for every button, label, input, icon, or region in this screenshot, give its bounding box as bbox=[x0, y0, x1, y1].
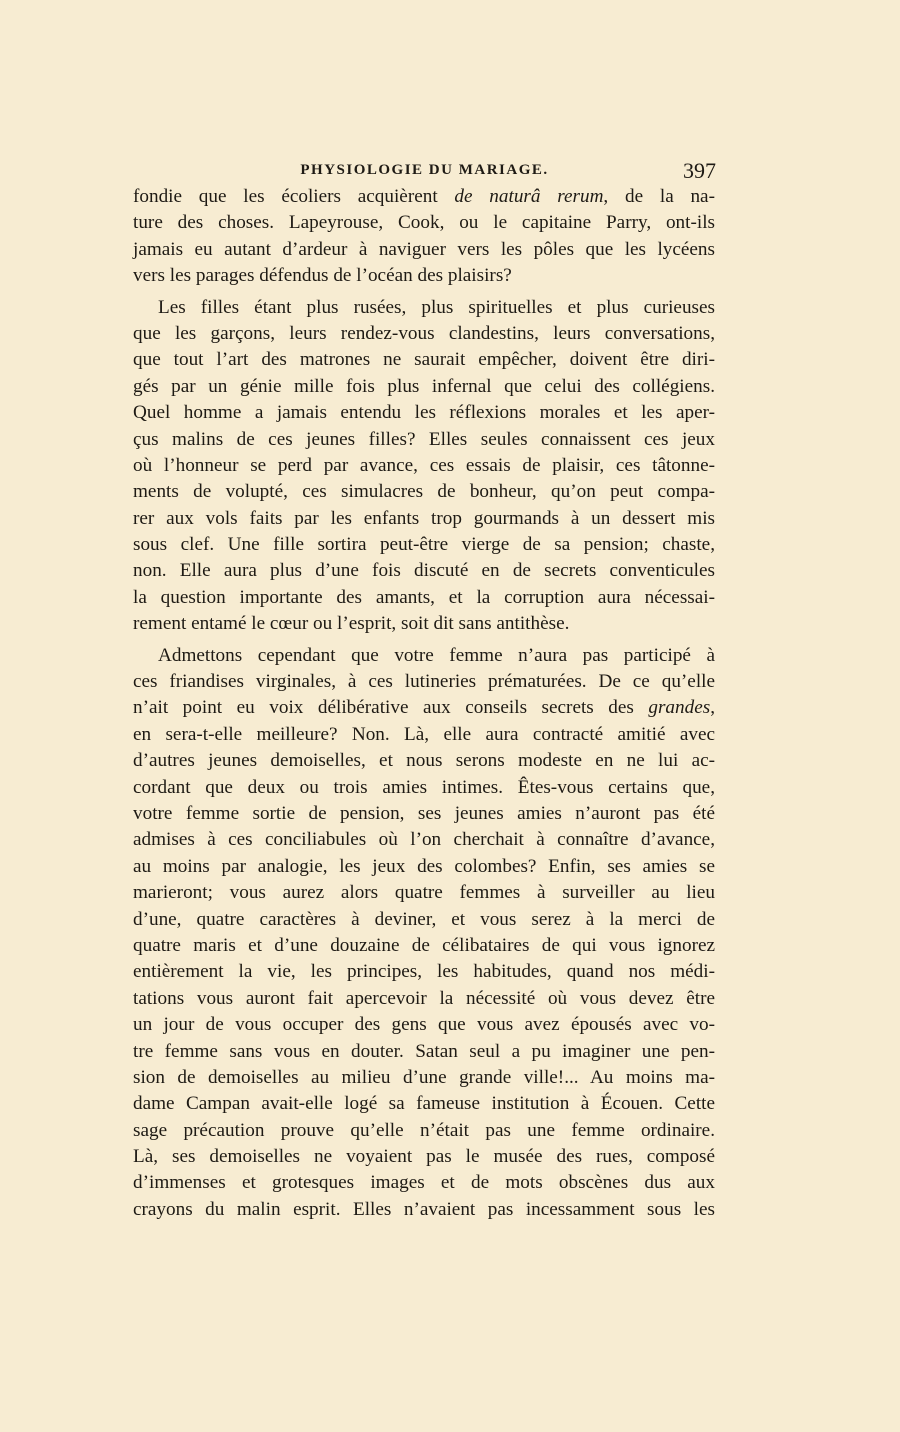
paragraph bbox=[133, 184, 715, 290]
running-title: PHYSIOLOGIE DU MARIAGE. bbox=[300, 162, 549, 178]
text-line: Là, ses demoiselles ne voyaient pas le musée des rues, composé bbox=[133, 1146, 715, 1168]
text-line: d’autres jeunes demoiselles, et nous serons modeste en ne lui ac- bbox=[133, 750, 715, 772]
text-line: entièrement la vie, les principes, les habitudes, quand nos médi- bbox=[133, 961, 715, 983]
text-line: jamais eu autant d’ardeur à naviguer vers les pôles que les lycéens bbox=[133, 238, 715, 260]
text-line: que les garçons, leurs rendez-vous clandestins, leurs conversations, bbox=[133, 322, 715, 344]
text-line: vers les parages défendus de l’océan des plaisirs? bbox=[133, 265, 512, 287]
text-line: tre femme sans vous en douter. Satan seul a pu imaginer une pen- bbox=[133, 1040, 715, 1062]
text-line: d’une, quatre caractères à deviner, et vous serez à la merci de bbox=[133, 908, 715, 930]
text-line: la question importante des amants, et la corruption aura nécessai- bbox=[133, 586, 715, 608]
text-line: ments de volupté, ces simulacres de bonheur, qu’on peut compa- bbox=[133, 481, 715, 503]
text-line: Quel homme a jamais entendu les réflexions morales et les aper- bbox=[133, 402, 715, 424]
text-line: que tout l’art des matrones ne saurait empêcher, doivent être diri- bbox=[133, 349, 715, 371]
text-line: rement entamé le cœur ou l’esprit, soit dit sans antithèse. bbox=[133, 613, 570, 635]
text-line: Les filles étant plus rusées, plus spirituelles et plus curieuses bbox=[158, 296, 715, 318]
text-line: ces friandises virginales, à ces lutineries prématurées. De ce qu’elle bbox=[133, 671, 715, 693]
text-line: admises à ces conciliabules où l’on cherchait à connaître d’avance, bbox=[133, 829, 715, 851]
text-line: où l’honneur se perd par avance, ces essais de plaisir, ces tâtonne- bbox=[133, 454, 715, 476]
body-text bbox=[133, 184, 715, 1228]
text-line: fondie que les écoliers acquièrent de naturâ rerum, de la na- bbox=[133, 186, 715, 207]
text-line: un jour de vous occuper des gens que vous avez épousés avec vo- bbox=[133, 1014, 715, 1036]
text-line: crayons du malin esprit. Elles n’avaient pas incessamment sous les bbox=[133, 1198, 715, 1220]
text-line: gés par un génie mille fois plus infernal que celui des collégiens. bbox=[133, 375, 715, 397]
text-line: cordant que deux ou trois amies intimes. Êtes-vous certains que, bbox=[133, 776, 715, 798]
text-line: sage précaution prouve qu’elle n’était pas une femme ordinaire. bbox=[133, 1119, 715, 1141]
text-line: sous clef. Une fille sortira peut-être vierge de sa pension; chaste, bbox=[133, 534, 715, 556]
paragraph bbox=[133, 295, 715, 638]
paragraph bbox=[133, 643, 715, 1224]
text-line: tations vous auront fait apercevoir la nécessité où vous devez être bbox=[133, 987, 715, 1009]
page-header bbox=[133, 158, 716, 184]
text-line: sion de demoiselles au milieu d’une grande ville!... Au moins ma- bbox=[133, 1066, 715, 1088]
text-line: ture des choses. Lapeyrouse, Cook, ou le capitaine Parry, ont-ils bbox=[133, 212, 715, 234]
text-line: quatre maris et d’une douzaine de célibataires de qui vous ignorez bbox=[133, 934, 715, 956]
text-line: rer aux vols faits par les enfants trop gourmands à un dessert mis bbox=[133, 507, 715, 529]
text-line: marieront; vous aurez alors quatre femmes à surveiller au lieu bbox=[133, 882, 715, 904]
text-line: au moins par analogie, les jeux des colombes? Enfin, ses amies se bbox=[133, 855, 715, 877]
text-line: non. Elle aura plus d’une fois discuté en de secrets conventicules bbox=[133, 560, 715, 582]
page-number: 397 bbox=[683, 158, 716, 183]
text-line: n’ait point eu voix délibérative aux conseils secrets des grandes, bbox=[133, 697, 715, 719]
text-line: d’immenses et grotesques images et de mots obscènes dus aux bbox=[133, 1172, 715, 1194]
text-line: votre femme sortie de pension, ses jeunes amies n’auront pas été bbox=[133, 802, 715, 824]
text-line: dame Campan avait-elle logé sa fameuse institution à Écouen. Cette bbox=[133, 1093, 715, 1115]
text-line: Admettons cependant que votre femme n’aura pas participé à bbox=[158, 644, 715, 666]
text-line: en sera-t-elle meilleure? Non. Là, elle aura contracté amitié avec bbox=[133, 723, 715, 745]
text-line: çus malins de ces jeunes filles? Elles seules connaissent ces jeux bbox=[133, 428, 715, 450]
